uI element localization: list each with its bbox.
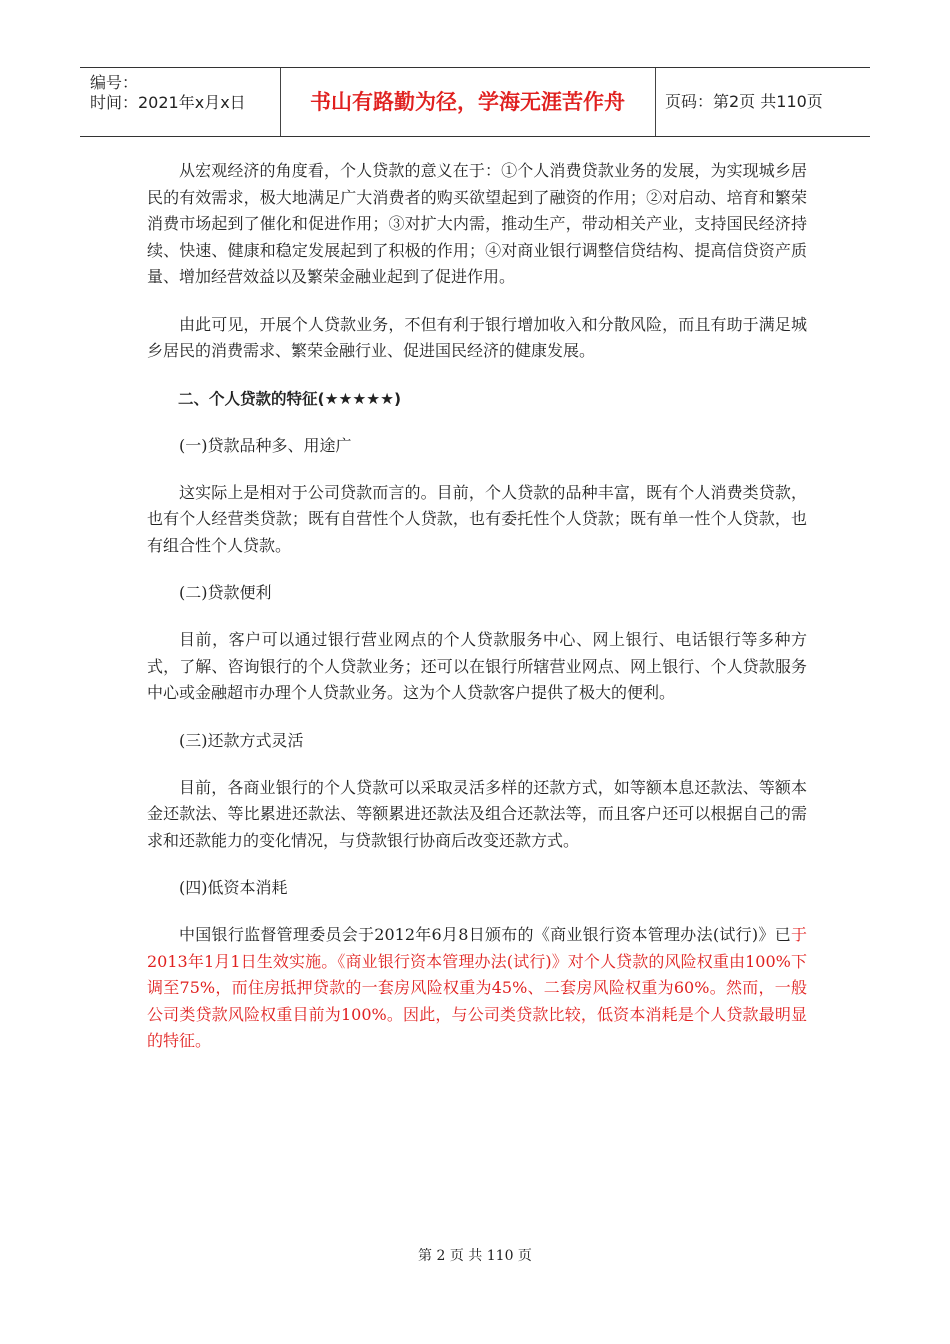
paragraph-repayment: 目前，各商业银行的个人贷款可以采取灵活多样的还款方式，如等额本息还款法、等额本金还款法、等比累进还款法、等额累进还款法及组合还款法等，而且客户还可以根据自己的需求和还款能力的变化情况，与贷款银行协商后改变还款方式。 [147,777,807,850]
subheading-capital: (四)低资本消耗 [179,878,288,897]
page-header [80,67,870,137]
paragraph-conclusion: 由此可见，开展个人贷款业务，不但有利于银行增加收入和分散风险，而且有助于满足城乡居民的消费需求、繁荣金融行业、促进国民经济的健康发展。 [147,314,807,360]
subheading-convenience: (二)贷款便利 [179,583,272,602]
paragraph-capital [147,922,807,1055]
paragraph-capital-highlight: 于2013年1月1日生效实施。《商业银行资本管理办法(试行)》对个人贷款的风险权重由100%下调至75%，而住房抵押贷款的一套房风险权重为45%、二套房风险权重为60%。然而，一般公司类贷款风险权重目前为100%。因此，与公司类贷款比较，低资本消耗是个人贷款最明显的特征。 [147,925,807,1050]
subheading-variety: (一)贷款品种多、用途广 [179,435,352,455]
page-footer: 第 2 页 共 110 页 [418,1248,532,1264]
paragraph-macro-significance: 从宏观经济的角度看，个人贷款的意义在于：①个人消费贷款业务的发展，为实现城乡居民的有效需求，极大地满足广大消费者的购买欲望起到了融资的作用；②对启动、培育和繁荣消费市场起到了催化和促进作用；③对扩大内需，推动生产，带动相关产业，支持国民经济持续、快速、健康和稳定发展起到了积极的作用；④对商业银行调整信贷结构、提高信贷资产质量、增加经营效益以及繁荣金融业起到了促进作用。 [147,161,807,286]
document-body [147,158,807,1076]
section-heading: 二、个人贷款的特征(★★★★★) [178,389,402,408]
paragraph-capital-text: 中国银行监督管理委员会于2012年6月8日颁布的《商业银行资本管理办法(试行)》已 [179,925,791,944]
header-page-indicator: 页码：第2页 共110页 [665,92,823,111]
doc-number-label: 编号： [90,73,139,92]
paragraph-variety: 这实际上是相对于公司贷款而言的。目前，个人贷款的品种丰富，既有个人消费类贷款，也有个人经营类贷款；既有自营性个人贷款，也有委托性个人贷款；既有单一性个人贷款，也有组合性个人贷款。 [147,482,807,555]
header-motto: 书山有路勤为径，学海无涯苦作舟 [280,68,656,136]
doc-time-label: 时间：2021年x月x日 [90,93,246,112]
header-left-cell [80,68,281,136]
subheading-repayment: (三)还款方式灵活 [179,730,304,750]
paragraph-convenience: 目前，客户可以通过银行营业网点的个人贷款服务中心、网上银行、电话银行等多种方式，了解、咨询银行的个人贷款业务；还可以在银行所辖营业网点、网上银行、个人贷款服务中心或金融超市办理个人贷款业务。这为个人贷款客户提供了极大的便利。 [147,630,807,702]
